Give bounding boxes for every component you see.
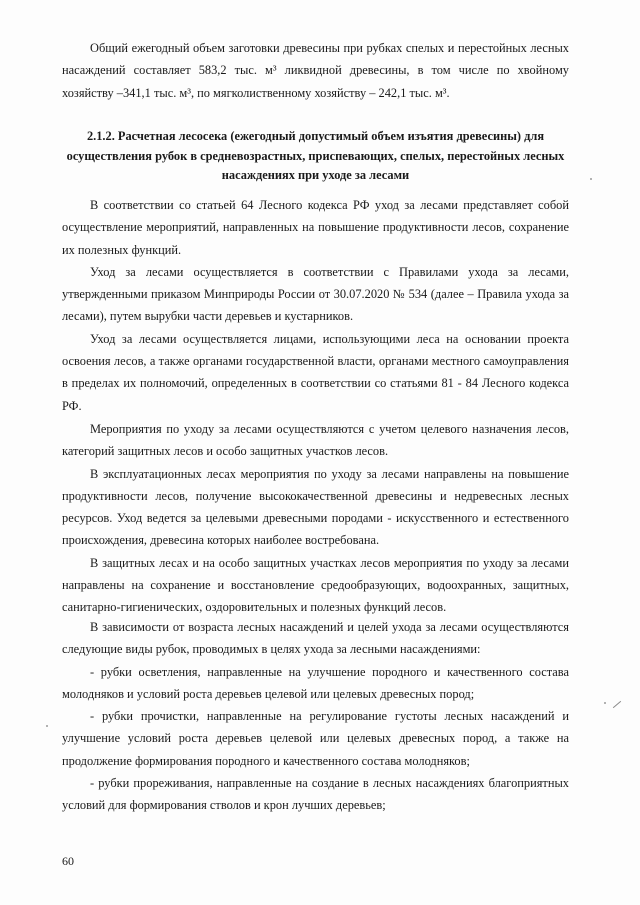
list-item-prorezhivanie: - рубки прореживания, направленные на создание в лесных насаждениях благоприятных условий для формирования стволов и крон лучших деревьев;	[62, 776, 569, 813]
paragraph-5: В эксплуатационных лесах мероприятия по уходу за лесами направлены на повышение продуктивности лесов, получение высококачественной древесины и недревесных лесных ресурсов. Уход ведется за целевыми древесными породами - искусственного и естественного происхождения, древесина которых наиболее востребована.	[62, 466, 569, 548]
paragraph-6: В защитных лесах и на особо защитных участках лесов мероприятия по уходу за лесами направлены на сохранение и восстановление средообразующих, водоохранных, защитных, санитарно-гигиенических, оздоровительных и полезных функций лесов.	[62, 555, 569, 615]
paragraph-2: Уход за лесами осуществляется в соответствии с Правилами ухода за лесами, утвержденными приказом Минприроды России от 30.07.2020 № 534 (далее – Правила ухода за лесами), путем вырубки части деревьев и кустарников.	[62, 264, 569, 324]
scan-speck	[46, 725, 48, 727]
paragraph-4: Мероприятия по уходу за лесами осуществляются с учетом целевого назначения лесов, категорий защитных лесов и особо защитных участков лесов.	[62, 422, 569, 459]
section-heading: 2.1.2. Расчетная лесосека (ежегодный допустимый объем изъятия древесины) для осуществления рубок в средневозрастных, приспевающих, спелых, перестойных лесных насаждениях при уходе за лесами	[66, 129, 565, 182]
intro-block	[62, 37, 569, 104]
body-block-2	[62, 418, 569, 619]
scan-mark	[613, 701, 621, 708]
paragraph-3: Уход за лесами осуществляется лицами, использующими леса на основании проекта освоения лесов, а также органами государственной власти, органами местного самоуправления в пределах их полномочий, определенных в соответствии со статьями 81 - 84 Лесного кодекса РФ.	[62, 331, 569, 413]
intro-paragraph: Общий ежегодный объем заготовки древесины при рубках спелых и перестойных лесных насаждений составляет 583,2 тыс. м³ ликвидной древесины, в том числе по хвойному хозяйству –341,1 тыс. м³, по мягколиственному хозяйству – 242,1 тыс. м³.	[62, 41, 569, 100]
paragraph-1: В соответствии со статьей 64 Лесного кодекса РФ уход за лесами представляет собой осуществление мероприятий, направленных на повышение продуктивности лесов, сохранение их полезных функций.	[62, 198, 569, 257]
list-item-osvetlenie: - рубки осветления, направленные на улучшение породного и качественного состава молодняков и условий роста деревьев целевой или целевых древесных пород;	[62, 664, 569, 701]
scan-speck	[604, 702, 606, 704]
body-block-3	[62, 616, 569, 817]
list-item-prochistka: - рубки прочистки, направленные на регулирование густоты лесных насаждений и улучшение условий роста деревьев целевой или целевых древесных пород, а также на продолжение формирования породного и качественного состава молодняков;	[62, 709, 569, 768]
paragraph-7: В зависимости от возраста лесных насаждений и целей ухода за лесами осуществляются следующие виды рубок, проводимых в целях ухода за лесными насаждениями:	[62, 620, 569, 657]
body-block-1	[62, 194, 569, 417]
scan-speck	[590, 178, 592, 180]
page-number: 60	[62, 854, 74, 868]
